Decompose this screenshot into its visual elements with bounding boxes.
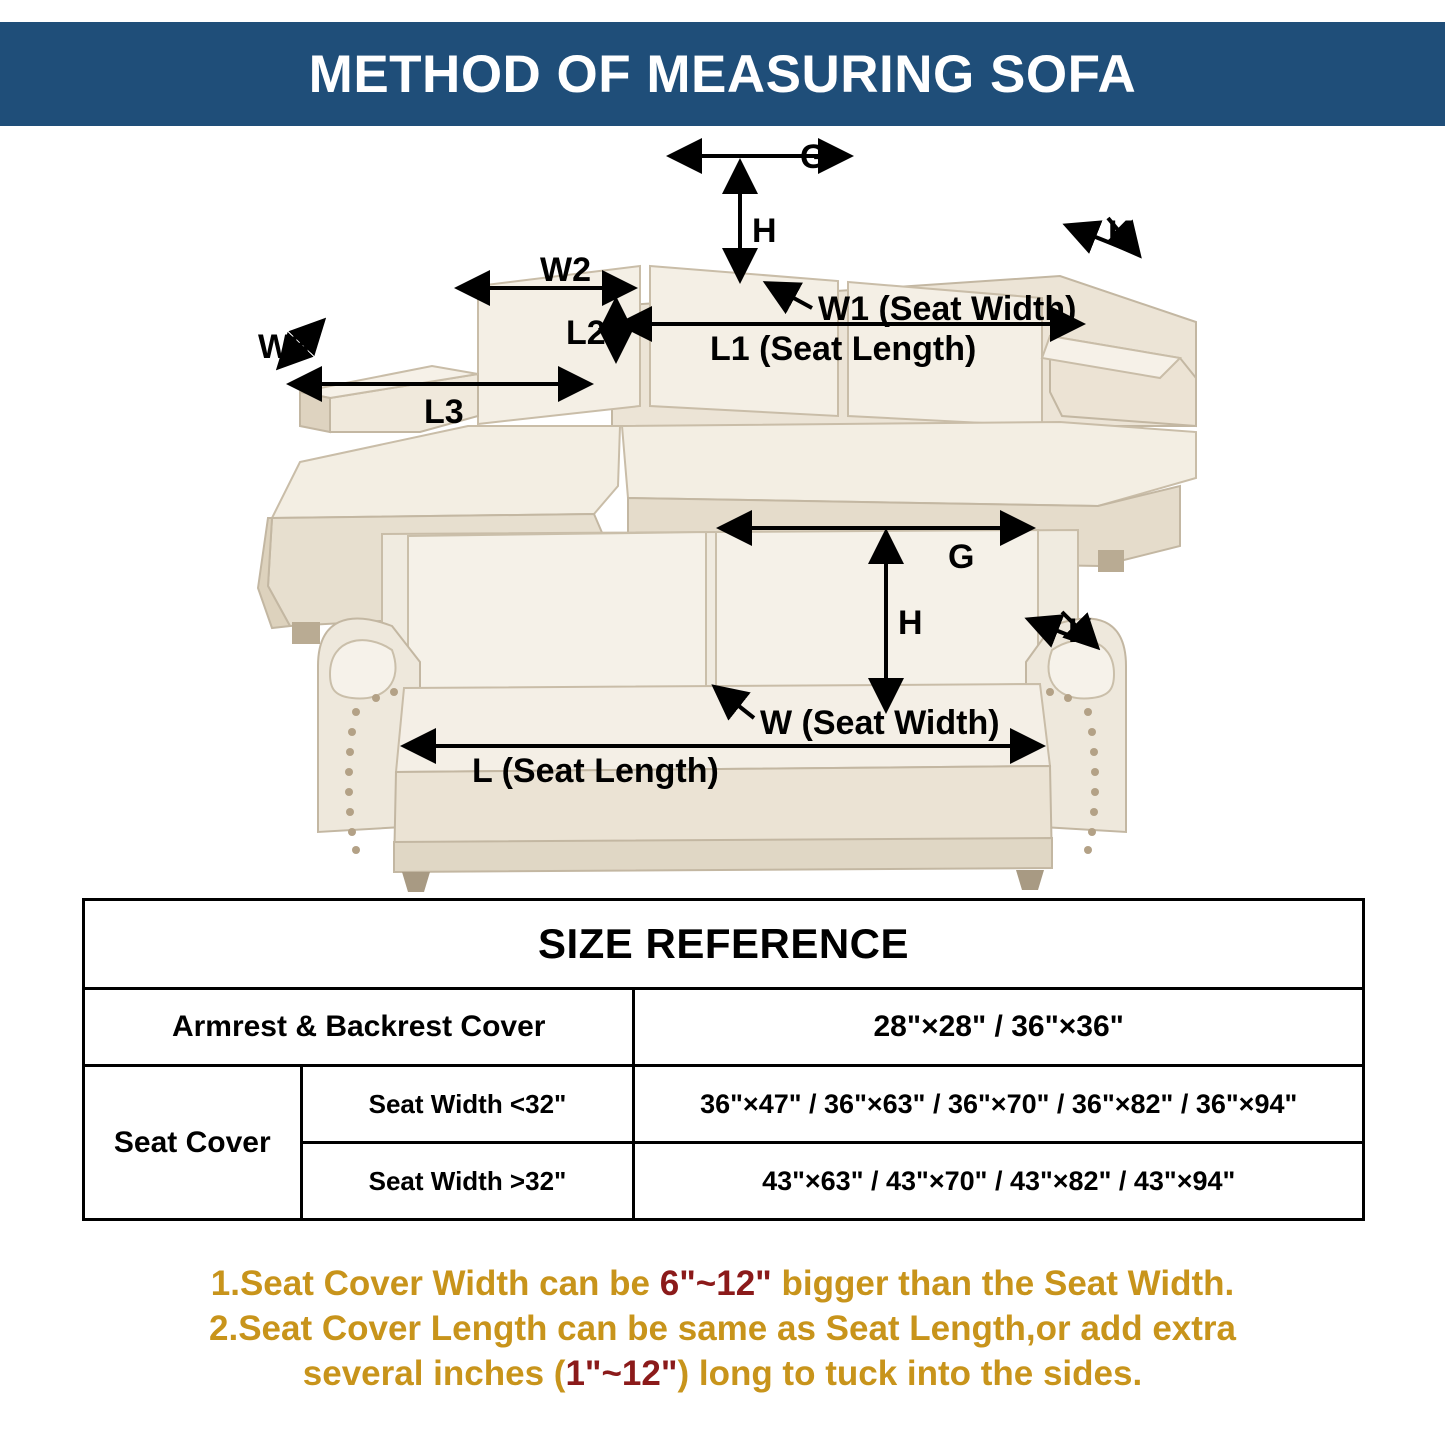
note-1-part-b: bigger than the Seat Width. <box>771 1264 1235 1303</box>
label-sectional-w1: W1 (Seat Width) <box>818 290 1077 328</box>
table-row <box>84 900 1364 989</box>
row-label-seat-cover: Seat Cover <box>84 1066 302 1220</box>
row-label-armrest: Armrest & Backrest Cover <box>84 989 634 1066</box>
note-1-highlight: 6"~12" <box>659 1264 772 1303</box>
table-row <box>84 989 1364 1066</box>
label-standard-k: K <box>1068 612 1093 650</box>
sofa-measurement-illustration <box>0 126 1445 896</box>
label-sectional-g: G <box>800 138 827 176</box>
label-standard-h: H <box>898 604 923 642</box>
label-sectional-h: H <box>752 212 777 250</box>
standard-sofa-graphic <box>318 530 1126 892</box>
note-line-3 <box>0 1352 1445 1397</box>
label-standard-g: G <box>948 538 975 576</box>
label-standard-l: L (Seat Length) <box>472 752 719 790</box>
row-value-seat-width-over: 43"×63" / 43"×70" / 43"×82" / 43"×94" <box>634 1143 1364 1220</box>
page-title: METHOD OF MEASURING SOFA <box>308 44 1137 104</box>
row-sub-seat-width-over: Seat Width >32" <box>301 1143 634 1220</box>
label-sectional-l2: L2 <box>566 314 606 352</box>
row-sub-seat-width-under: Seat Width <32" <box>301 1066 634 1143</box>
size-reference-table <box>82 898 1365 1221</box>
page-header <box>0 22 1445 126</box>
note-line-1 <box>0 1262 1445 1307</box>
notes-section <box>0 1262 1445 1396</box>
note-3-highlight: 1"~12" <box>565 1353 678 1393</box>
label-standard-w: W (Seat Width) <box>760 704 1000 742</box>
label-sectional-w3: W3 <box>258 328 309 366</box>
size-reference-table-wrapper <box>82 898 1365 1221</box>
row-value-armrest: 28"×28" / 36"×36" <box>634 989 1364 1066</box>
note-3-part-a: several inches ( <box>302 1353 566 1393</box>
note-3-part-b: ) long to tuck into the sides. <box>677 1353 1143 1393</box>
label-sectional-k: K <box>1108 214 1133 252</box>
note-2-part-a: 2.Seat Cover Length can be same as Seat Length,or add extra <box>209 1308 1236 1348</box>
table-row <box>84 1066 1364 1143</box>
table-title: SIZE REFERENCE <box>84 900 1364 989</box>
label-sectional-w2: W2 <box>540 251 591 289</box>
note-line-2 <box>0 1307 1445 1352</box>
row-value-seat-width-under: 36"×47" / 36"×63" / 36"×70" / 36"×82" / 36"×94" <box>634 1066 1364 1143</box>
label-sectional-l3: L3 <box>424 393 464 431</box>
label-sectional-l1: L1 (Seat Length) <box>710 330 977 368</box>
note-1-part-a: 1.Seat Cover Width can be <box>210 1264 660 1303</box>
